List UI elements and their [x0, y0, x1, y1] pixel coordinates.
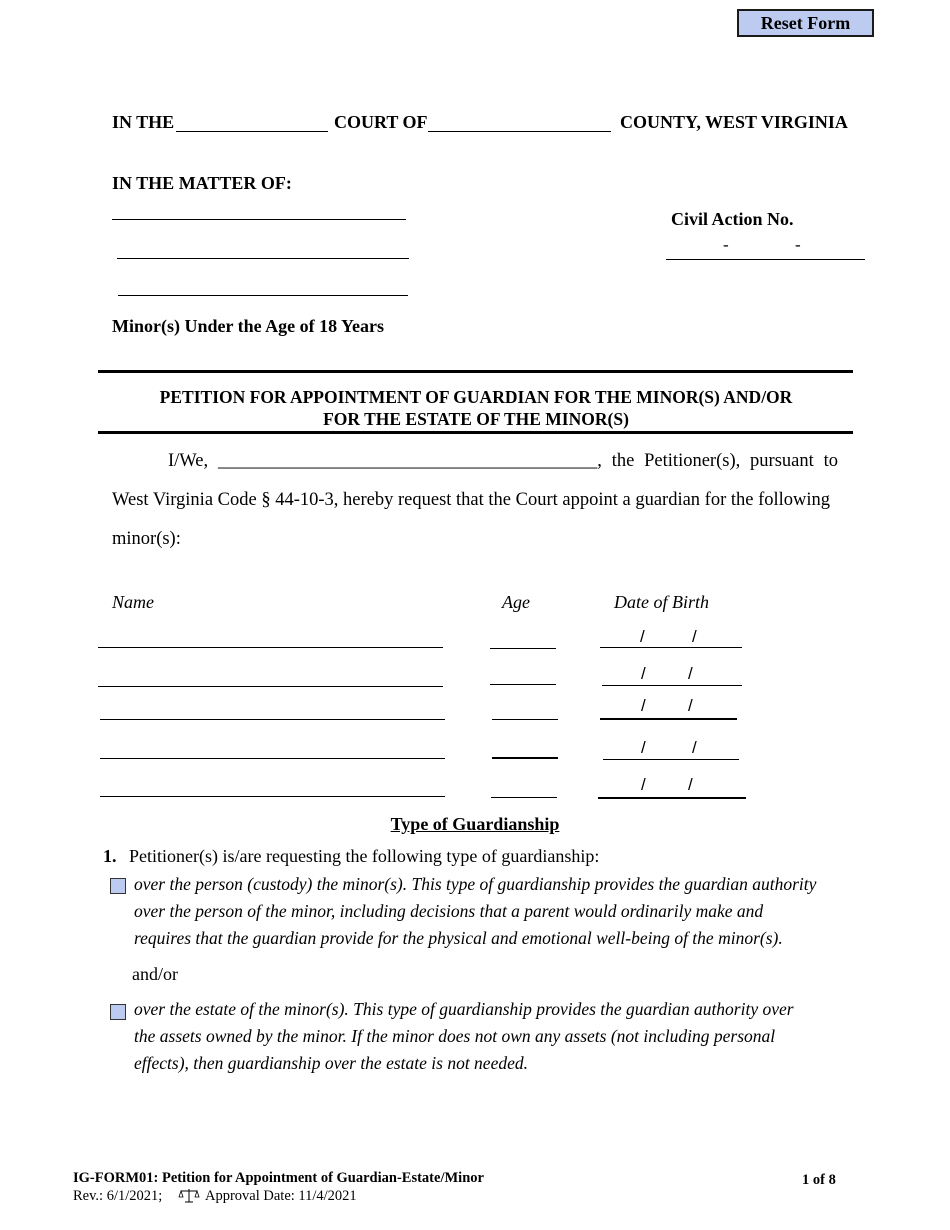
footer-form-id: IG-FORM01: Petition for Appointment of Guardian-Estate/Minor	[73, 1170, 484, 1186]
option-estate-line-1: over the estate of the minor(s). This type of guardianship provides the guardian authority over	[134, 999, 794, 1019]
dob-slash: /	[688, 664, 693, 683]
minor-age-field-1[interactable]	[490, 648, 556, 649]
option-estate-line-2: the assets owned by the minor. If the minor does not own any assets (not including personal	[134, 1026, 776, 1046]
minor-name-field-4[interactable]	[100, 758, 445, 759]
petition-title-line-2: FOR THE ESTATE OF THE MINOR(S)	[323, 409, 629, 429]
minor-dob-field-5[interactable]	[598, 797, 746, 799]
option-person-line-3: requires that the guardian provide for the physical and emotional well-being of the minor(s).	[134, 928, 783, 948]
age-column-header: Age	[502, 592, 530, 612]
intro-line-3: minor(s):	[112, 529, 181, 549]
dob-slash: /	[641, 696, 646, 715]
petitioner-names-line[interactable]: _________________________________________, the Petitioner(s), pursuant to	[218, 451, 838, 471]
matter-of-label: IN THE MATTER OF:	[112, 173, 292, 193]
minor-age-field-4[interactable]	[492, 757, 558, 759]
dob-slash: /	[688, 775, 693, 794]
footer-page-number: 1 of 8	[802, 1172, 836, 1188]
minor-name-field-1[interactable]	[98, 647, 443, 648]
type-of-guardianship-heading: Type of Guardianship	[390, 814, 560, 834]
reset-form-button[interactable]: Reset Form	[737, 9, 874, 37]
footer-revision: Rev.: 6/1/2021;	[73, 1188, 163, 1204]
matter-name-field-2[interactable]	[117, 258, 409, 259]
dob-slash: /	[692, 738, 697, 757]
guardian-estate-checkbox[interactable]	[110, 1004, 126, 1020]
matter-name-field-3[interactable]	[118, 295, 408, 296]
footer-approval-date: Approval Date: 11/4/2021	[205, 1188, 357, 1204]
dob-slash: /	[641, 664, 646, 683]
civil-action-label: Civil Action No.	[671, 209, 794, 229]
county-field[interactable]	[428, 131, 611, 132]
minor-dob-field-2[interactable]	[602, 685, 742, 686]
civil-action-number-field[interactable]	[666, 259, 865, 260]
county-state-label: COUNTY, WEST VIRGINIA	[620, 112, 848, 132]
minors-under-18-label: Minor(s) Under the Age of 18 Years	[112, 316, 384, 336]
dob-slash: /	[688, 696, 693, 715]
minor-age-field-5[interactable]	[491, 797, 557, 798]
dob-slash: /	[641, 775, 646, 794]
minor-name-field-3[interactable]	[100, 719, 445, 720]
guardian-person-checkbox[interactable]	[110, 878, 126, 894]
civil-action-dash-2: -	[795, 235, 801, 254]
option-person-line-1: over the person (custody) the minor(s). This type of guardianship provides the guardian authority	[134, 874, 817, 894]
minor-dob-field-1[interactable]	[600, 647, 742, 648]
item-1-text: Petitioner(s) is/are requesting the following type of guardianship:	[129, 846, 600, 866]
title-rule-top	[98, 370, 853, 373]
dob-column-header: Date of Birth	[614, 592, 709, 612]
in-the-label: IN THE	[112, 112, 175, 132]
scales-icon	[178, 1188, 200, 1204]
civil-action-dash-1: -	[723, 235, 729, 254]
dob-slash: /	[641, 738, 646, 757]
title-rule-bottom	[98, 431, 853, 434]
court-type-field[interactable]	[176, 131, 328, 132]
dob-slash: /	[640, 627, 645, 646]
option-estate-line-3: effects), then guardianship over the estate is not needed.	[134, 1053, 528, 1073]
option-person-line-2: over the person of the minor, including decisions that a parent would ordinarily make and	[134, 901, 764, 921]
matter-name-field-1[interactable]	[112, 219, 406, 220]
minor-age-field-3[interactable]	[492, 719, 558, 720]
petition-title-line-1: PETITION FOR APPOINTMENT OF GUARDIAN FOR THE MINOR(S) AND/OR	[159, 387, 793, 407]
dob-slash: /	[692, 627, 697, 646]
minor-name-field-2[interactable]	[98, 686, 443, 687]
minor-age-field-2[interactable]	[490, 684, 556, 685]
minor-name-field-5[interactable]	[100, 796, 445, 797]
and-or-label: and/or	[132, 964, 178, 984]
minor-dob-field-4[interactable]	[603, 759, 739, 760]
minor-dob-field-3[interactable]	[600, 718, 737, 720]
court-of-label: COURT OF	[334, 112, 428, 132]
item-number: 1.	[103, 846, 117, 866]
name-column-header: Name	[112, 592, 154, 612]
intro-line-2: West Virginia Code § 44-10-3, hereby request that the Court appoint a guardian for the following	[112, 490, 831, 510]
iwe-label: I/We,	[168, 451, 209, 471]
